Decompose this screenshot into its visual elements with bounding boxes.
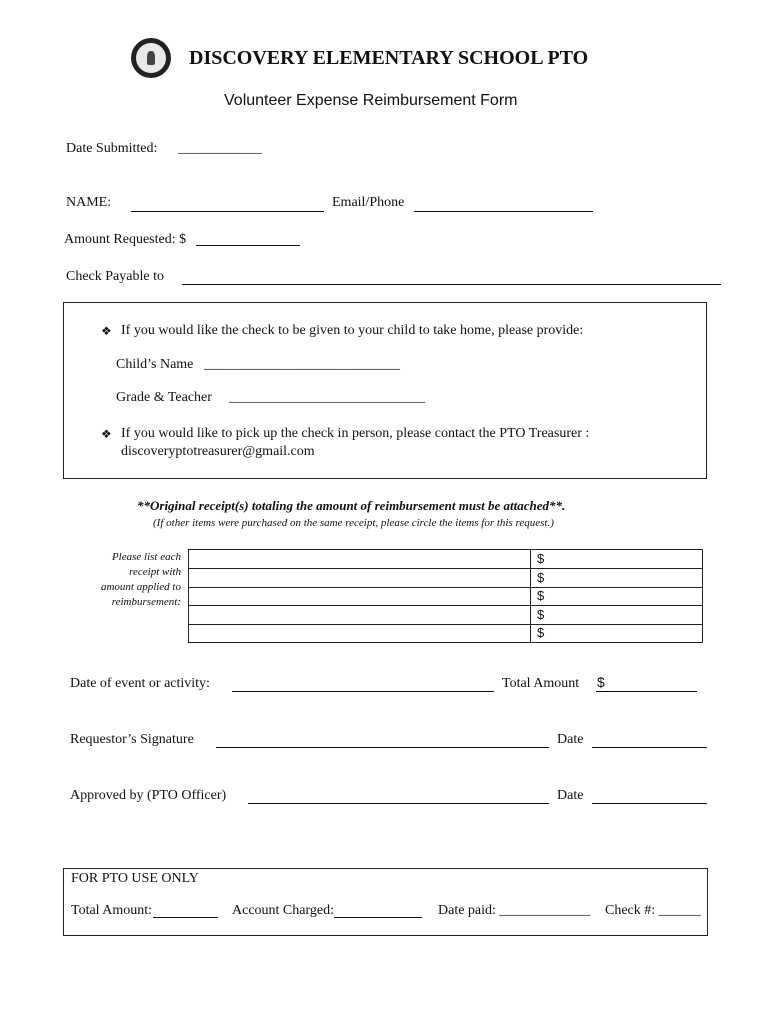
approved-by-field[interactable]: [248, 803, 549, 804]
receipt-amount-cell[interactable]: $: [537, 625, 545, 640]
grade-teacher-field[interactable]: ____________________________: [229, 390, 425, 405]
grade-teacher-label: Grade & Teacher: [116, 390, 212, 405]
total-amount-label: Total Amount: [502, 676, 580, 691]
receipt-amount-cell[interactable]: $: [537, 570, 545, 585]
diamond-bullet-icon: ❖: [101, 324, 112, 338]
pto-check-number[interactable]: Check #: ______: [605, 903, 701, 918]
requestor-date-label: Date: [557, 732, 584, 747]
requestor-date-field[interactable]: [592, 747, 707, 748]
approved-by-label: Approved by (PTO Officer): [70, 788, 227, 803]
date-submitted-field[interactable]: ____________: [178, 141, 262, 156]
amount-column-divider: [530, 550, 531, 642]
receipt-amount-cell[interactable]: $: [537, 588, 545, 603]
total-amount-field[interactable]: [596, 691, 697, 692]
table-row-divider: [189, 605, 702, 606]
email-phone-label: Email/Phone: [332, 195, 405, 210]
receipt-notice: **Original receipt(s) totaling the amount of reimbursement must be attached**.: [137, 498, 566, 513]
total-amount-dollar: $: [597, 674, 605, 690]
receipt-amount-cell[interactable]: $: [537, 551, 545, 566]
pto-total-amount-label: Total Amount:: [71, 903, 153, 918]
take-home-instruction: If you would like the check to be given to your child to take home, please provide:: [121, 323, 584, 338]
diamond-bullet-icon: ❖: [101, 427, 112, 441]
name-label: NAME:: [66, 195, 112, 210]
treasurer-email: discoveryptotreasurer@gmail.com: [121, 444, 315, 459]
receipt-side-label-1: Please list each: [111, 551, 181, 563]
form-title: Volunteer Expense Reimbursement Form: [224, 92, 518, 109]
approved-date-field[interactable]: [592, 803, 707, 804]
requestor-signature-label: Requestor’s Signature: [70, 732, 194, 747]
pto-date-paid[interactable]: Date paid: _____________: [438, 903, 591, 918]
school-name: DISCOVERY ELEMENTARY SCHOOL PTO: [189, 47, 589, 69]
pto-total-amount-field[interactable]: [153, 917, 218, 918]
receipt-side-label-3: amount applied to: [100, 581, 181, 593]
email-phone-field[interactable]: [414, 211, 593, 212]
check-payable-label: Check Payable to: [66, 269, 164, 284]
amount-requested-field[interactable]: [196, 245, 300, 246]
pto-account-charged-label: Account Charged:: [232, 903, 334, 918]
pto-use-only-title: FOR PTO USE ONLY: [71, 871, 199, 886]
name-field[interactable]: [131, 211, 324, 212]
receipt-table: [188, 549, 703, 643]
requestor-signature-field[interactable]: [216, 747, 549, 748]
receipt-side-label-2: receipt with: [129, 566, 181, 578]
receipt-side-label-4: reimbursement:: [111, 596, 181, 608]
table-row-divider: [189, 624, 702, 625]
receipt-amount-cell[interactable]: $: [537, 607, 545, 622]
amount-requested-label: Amount Requested: $: [64, 232, 187, 247]
childs-name-label: Child’s Name: [116, 357, 194, 372]
check-payable-field[interactable]: [182, 284, 721, 285]
date-submitted-label: Date Submitted:: [66, 141, 158, 156]
table-row-divider: [189, 587, 702, 588]
event-date-label: Date of event or activity:: [70, 676, 210, 691]
approved-date-label: Date: [557, 788, 584, 803]
table-row-divider: [189, 568, 702, 569]
receipt-subnotice: (If other items were purchased on the same receipt, please circle the items for this request.): [153, 517, 554, 529]
pto-account-charged-field[interactable]: [334, 917, 422, 918]
childs-name-field[interactable]: ____________________________: [204, 357, 400, 372]
pickup-instruction: If you would like to pick up the check in person, please contact the PTO Treasurer :: [121, 426, 590, 441]
school-logo: [131, 38, 171, 78]
event-date-field[interactable]: [232, 691, 494, 692]
